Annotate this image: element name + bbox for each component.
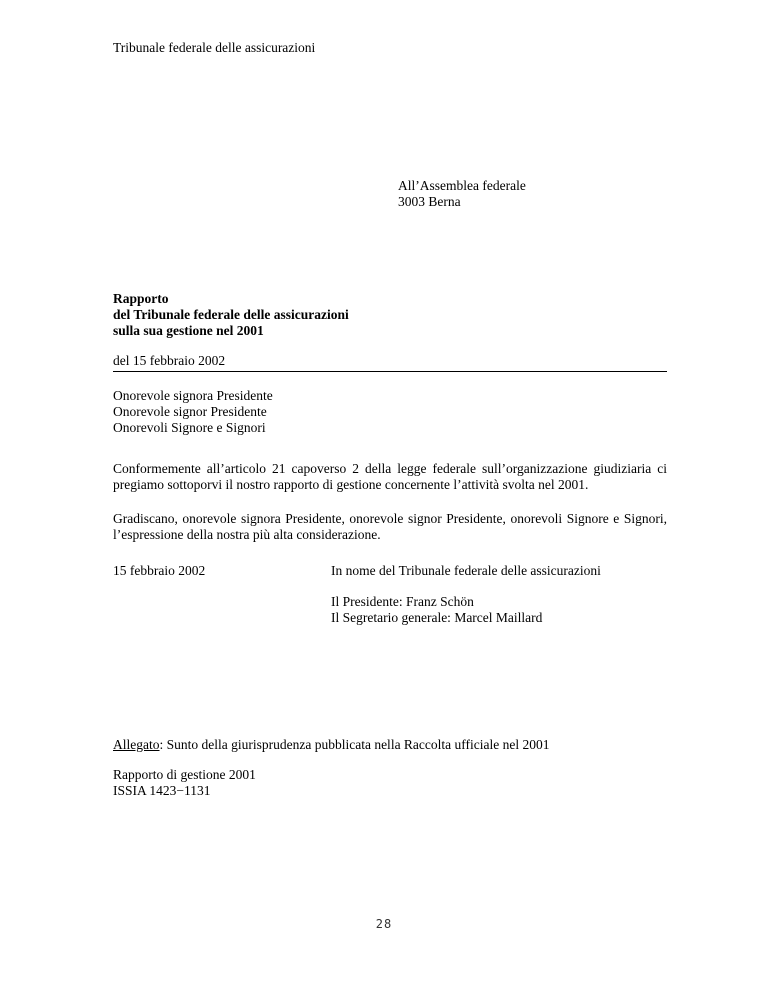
salutation-block <box>113 388 273 436</box>
report-info-issn: ISSIA 1423−1131 <box>113 783 211 798</box>
attachment-text: : Sunto della giurisprudenza pubblicata nella Raccolta ufficiale nel 2001 <box>159 737 550 752</box>
body-paragraph-2: Gradiscano, onorevole signora Presidente, onorevole signor Presidente, onorevoli Signore e Signori, l’espressione della nostra più alta considerazione. <box>113 511 667 542</box>
signature-president: Il Presidente: Franz Schön <box>331 594 474 609</box>
page-number: 28 <box>375 917 393 931</box>
salutation-line-3: Onorevoli Signore e Signori <box>113 420 266 435</box>
addressee-block <box>398 178 526 210</box>
signature-secretary: Il Segretario generale: Marcel Maillard <box>331 610 543 625</box>
salutation-line-2: Onorevole signor Presidente <box>113 404 267 419</box>
body-paragraph-1: Conformemente all’articolo 21 capoverso 2 della legge federale sull’organizzazione giudiziaria ci pregiamo sottoporvi il nostro rapporto di gestione concernente l’attività svolta nel 2001. <box>113 461 667 492</box>
report-info-block <box>113 767 256 799</box>
addressee-recipient: All’Assemblea federale <box>398 178 526 193</box>
addressee-city: 3003 Berna <box>398 194 461 209</box>
running-header: Tribunale federale delle assicurazioni <box>113 40 316 55</box>
report-info-title: Rapporto di gestione 2001 <box>113 767 256 782</box>
signature-block <box>331 563 601 626</box>
report-date: del 15 febbraio 2002 <box>113 353 226 368</box>
attachment-note <box>113 737 550 753</box>
salutation-line-1: Onorevole signora Presidente <box>113 388 273 403</box>
signature-date: 15 febbraio 2002 <box>113 563 206 578</box>
report-title-line-2: del Tribunale federale delle assicurazioni <box>113 307 349 322</box>
report-title-line-1: Rapporto <box>113 291 169 306</box>
attachment-label: Allegato <box>113 737 160 752</box>
signature-on-behalf: In nome del Tribunale federale delle assicurazioni <box>331 563 601 578</box>
report-title <box>113 291 349 339</box>
report-title-line-3: sulla sua gestione nel 2001 <box>113 323 264 338</box>
title-divider <box>113 371 667 372</box>
